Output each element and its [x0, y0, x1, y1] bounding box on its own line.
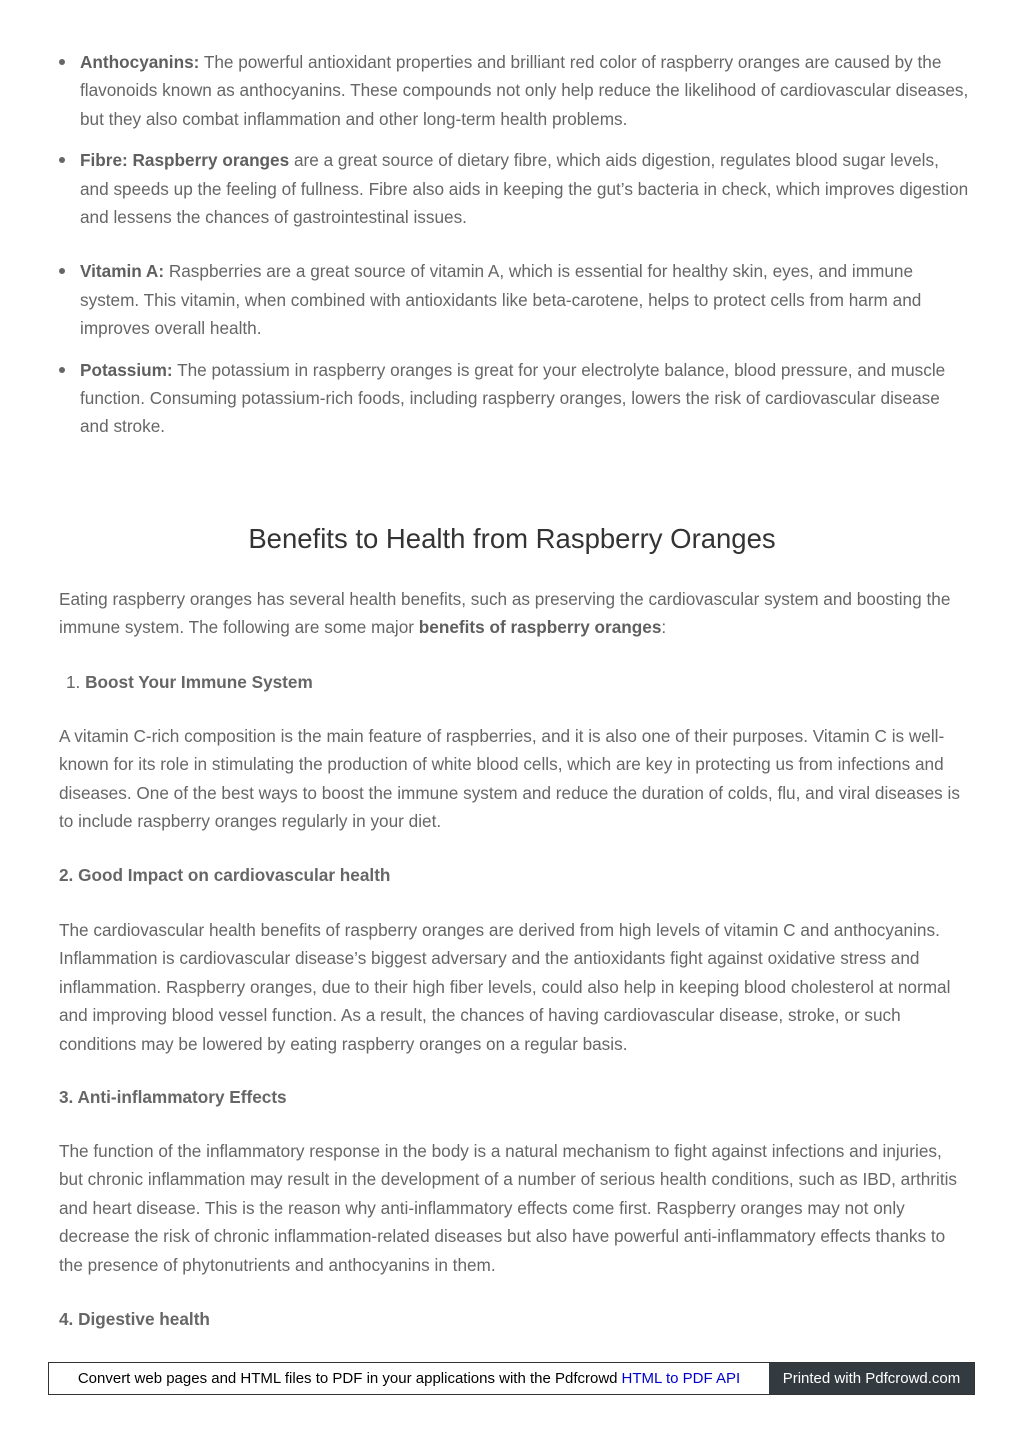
intro-paragraph — [59, 585, 969, 642]
bullet-text: The powerful antioxidant properties and brilliant red color of raspberry oranges are caused by the flavonoids known as anthocyanins. These compounds not only help reduce the likelihood of cardiovascular diseases, but they also combat inflammation and other long-term health problems. — [80, 52, 969, 129]
printed-with-link[interactable]: Printed with Pdfcrowd.com — [769, 1363, 974, 1394]
promo-text: Convert web pages and HTML files to PDF in your applications with the Pdfcrowd — [77, 1370, 618, 1387]
subsection-heading-2: 2. Good Impact on cardiovascular health — [59, 865, 391, 885]
intro-text: Eating raspberry oranges has several health benefits, such as preserving the cardiovascular system and boosting the immune system. The following are some major — [59, 589, 951, 638]
list-item-vitamin-a — [59, 257, 969, 342]
bullet-text: Raspberries are a great source of vitamin A, which is essential for healthy skin, eyes, and immune system. This vitamin, when combined with antioxidants like beta-carotene, helps to protect cells from harm and improves overall health. — [80, 261, 922, 339]
bullet-label: Fibre: Raspberry oranges — [80, 150, 290, 171]
bullet-label: Vitamin A: — [80, 261, 165, 282]
bullet-icon — [59, 367, 65, 373]
intro-end: : — [661, 617, 667, 638]
subsection-heading-3: 3. Anti-inflammatory Effects — [59, 1087, 287, 1107]
bullet-icon — [59, 59, 65, 65]
section-heading: Benefits to Health from Raspberry Oranges — [248, 523, 776, 554]
pdfcrowd-footer — [48, 1362, 975, 1395]
bullet-text: are a great source of dietary fibre, which aids digestion, regulates blood sugar levels, and speeds up the feeling of fullness. Fibre also aids in keeping the gut’s bacteria in check, which improves digestion and lessens the chances of gastrointestinal issues. — [80, 150, 969, 228]
list-item-fibre — [59, 146, 969, 231]
subsection-title: Boost Your Immune System — [85, 672, 313, 692]
bullet-label: Anthocyanins: — [80, 52, 200, 72]
pdfcrowd-promo — [49, 1363, 769, 1394]
subsection-number: 1. — [66, 672, 81, 692]
list-item-anthocyanins — [59, 48, 969, 133]
subsection-body-2: The cardiovascular health benefits of raspberry oranges are derived from high levels of vitamin C and anthocyanins. Inflammation is cardiovascular disease’s biggest adversary and the antioxidants fight against oxidative stress and inflammation. Raspberry oranges, due to their high fiber levels, could also help in keeping blood cholesterol at normal and improving blood vessel function. As a result, the chances of having cardiovascular disease, stroke, or such conditions may be lowered by eating raspberry oranges on a regular basis. — [59, 920, 951, 1054]
bullet-icon — [59, 157, 65, 163]
nutrient-list — [59, 48, 969, 441]
subsection-body-3: The function of the inflammatory response in the body is a natural mechanism to fight against infections and injuries, but chronic inflammation may result in the development of a number of serious health conditions, such as IBD, arthritis and heart disease. This is the reason why anti-inflammatory effects come first. Raspberry oranges may not only decrease the risk of chronic inflammation-related diseases but also have powerful anti-inflammatory effects thanks to the presence of phytonutrients and anthocyanins in them. — [59, 1141, 958, 1275]
subsection-body-1: A vitamin C-rich composition is the main feature of raspberries, and it is also one of their purposes. Vitamin C is well-known for its role in stimulating the production of white blood cells, which are key in protecting us from infections and diseases. One of the best ways to boost the immune system and reduce the duration of colds, flu, and viral diseases is to include raspberry oranges regularly in your diet. — [59, 726, 960, 832]
intro-bold: benefits of raspberry oranges — [418, 617, 662, 638]
subsection-heading-4: 4. Digestive health — [59, 1309, 210, 1329]
bullet-label: Potassium: — [80, 359, 173, 380]
list-item-potassium — [59, 356, 969, 441]
html-to-pdf-api-link[interactable]: HTML to PDF API — [621, 1370, 741, 1387]
subsection-heading-1 — [66, 668, 976, 696]
bullet-text: The potassium in raspberry oranges is great for your electrolyte balance, blood pressure, and muscle function. Consuming potassium-rich foods, including raspberry oranges, lowers the risk of cardiovascular disease and stroke. — [80, 359, 946, 437]
bullet-icon — [59, 268, 65, 274]
